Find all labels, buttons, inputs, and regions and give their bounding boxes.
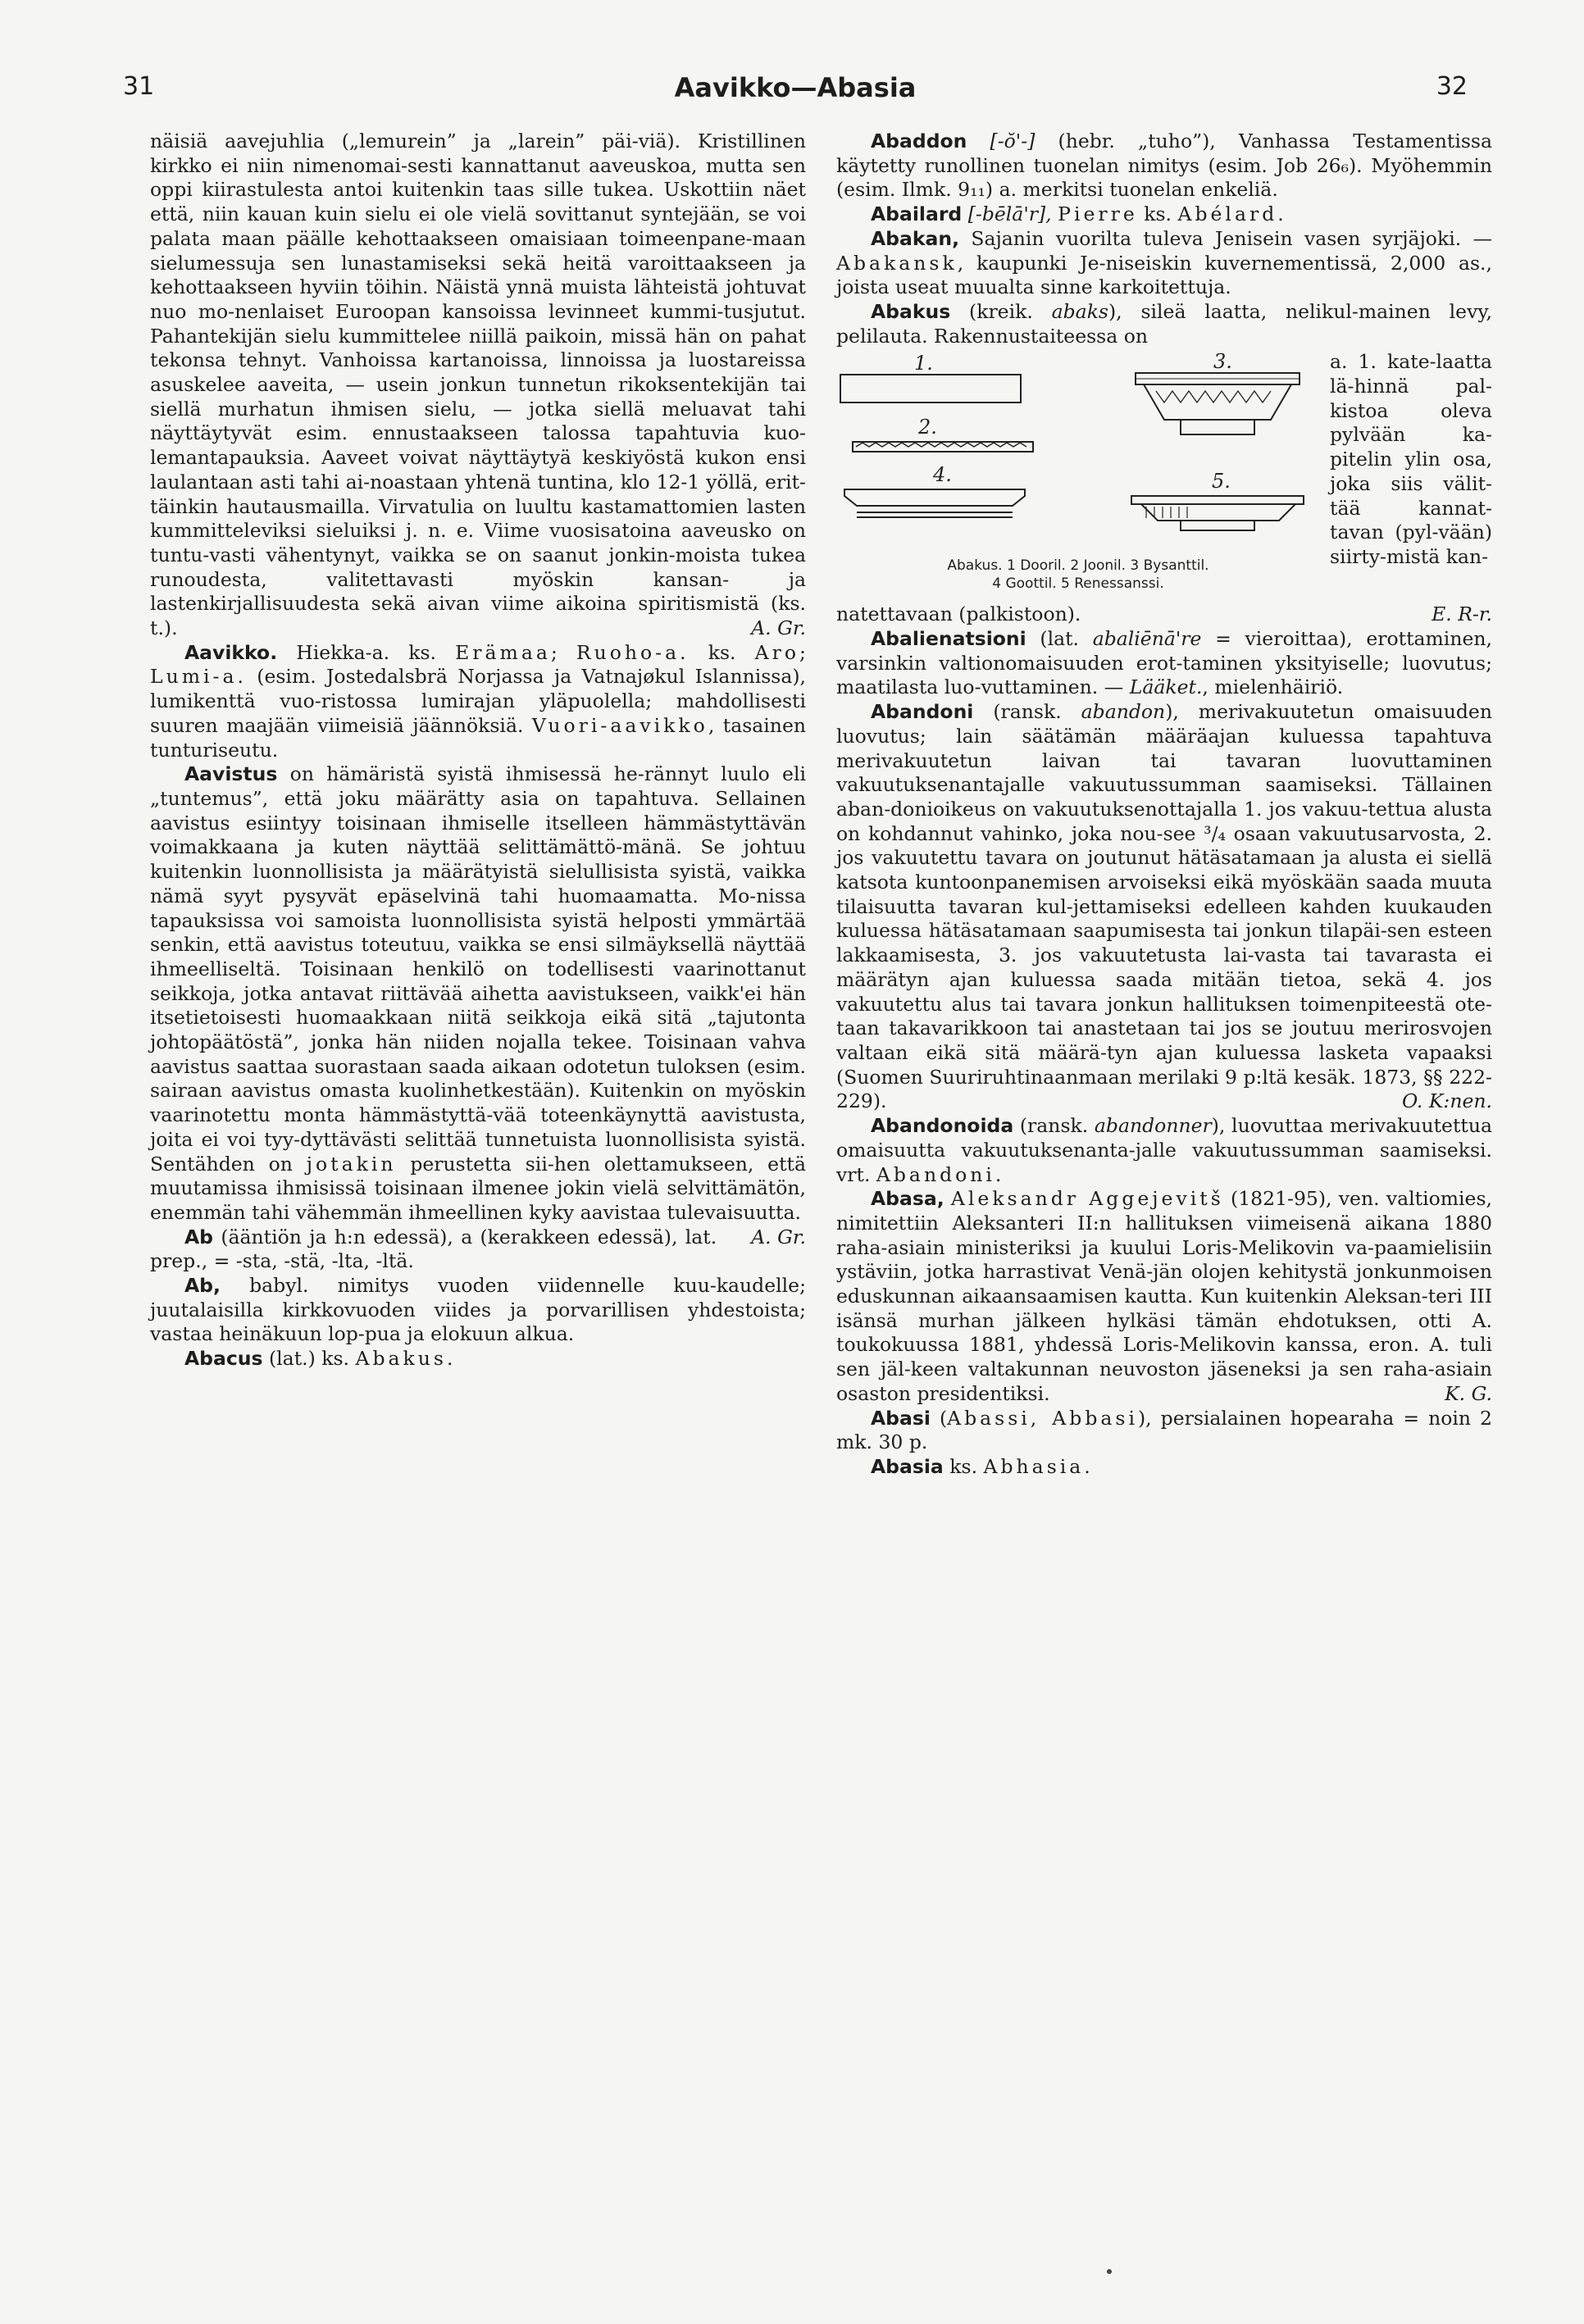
cross-ref: Abakus.	[355, 1347, 457, 1371]
headword: Abakan,	[871, 226, 960, 250]
entry-text: ;	[799, 640, 806, 664]
headword: Abasi	[871, 1406, 931, 1430]
headword: Aavistus	[184, 762, 278, 786]
entry-text: ), luovuttaa merivakuutettua omaisuutta vakuutuksenanta-jalle vakuutussumman saamiseksi. vrt.	[836, 1114, 1492, 1186]
headword: Abandoni	[871, 700, 974, 724]
entry-author: A. Gr.	[751, 1225, 806, 1248]
pronunciation: [-ŏ'-]	[990, 130, 1036, 152]
headword: Abacus	[184, 1347, 263, 1371]
entry-text: ks.	[708, 640, 736, 664]
entry-author: K. G.	[1445, 1381, 1492, 1405]
abakus-figure-block	[836, 350, 1492, 603]
cross-ref: Vuori-aavikko	[531, 713, 708, 737]
sub-headword: Abakansk	[836, 251, 958, 275]
page-number-right: 32	[1436, 72, 1468, 101]
headword: Abailard	[871, 202, 963, 226]
renaissance-abacus	[1131, 496, 1304, 504]
page-header	[123, 72, 1468, 113]
entry-abalienatsioni	[836, 627, 1492, 700]
gothic-abacus	[844, 489, 1025, 506]
figure-label-5: 5.	[1212, 470, 1231, 493]
pronunciation: [-bēlā'r],	[967, 202, 1052, 226]
headword: Abalienatsioni	[871, 627, 1026, 651]
entry-text: Hiekka-a. ks.	[296, 640, 436, 664]
entry-text: ks.	[949, 1454, 978, 1478]
print-speck	[1107, 2269, 1112, 2274]
entry-text: (lat.	[1040, 627, 1080, 651]
entry-text: (kreik.	[969, 299, 1033, 323]
cross-ref: Erämaa	[455, 640, 551, 664]
cross-ref: Abandoni.	[876, 1162, 1005, 1186]
cross-ref: Abélard.	[1177, 202, 1287, 226]
person-name: Aleksandr Aggejevitš	[950, 1187, 1224, 1211]
entry-ab-2	[150, 1274, 806, 1347]
entry-aavikko	[150, 641, 806, 763]
entry-text: (ransk.	[993, 700, 1062, 724]
doric-abacus	[840, 375, 1021, 402]
headword: Ab,	[184, 1274, 221, 1298]
caption-line-1: Abakus. 1 Dooril. 2 Joonil. 3 Bysanttil.	[947, 557, 1209, 575]
entry-text: (ääntiön ja h:n edessä), a (kerakkeen edessä), lat. prep., = -sta, -stä, -lta, -ltä.	[150, 1225, 717, 1273]
entry-abacus	[150, 1347, 806, 1371]
headword: Abasa,	[871, 1187, 944, 1211]
entry-text: (ransk.	[1019, 1114, 1089, 1138]
headword: Abandonoida	[871, 1114, 1014, 1138]
cross-ref: Lumi-a.	[150, 665, 247, 689]
figure-label-1: 1.	[914, 352, 933, 375]
cross-ref: Aro	[754, 640, 800, 664]
entry-text: ), sileä laatta, nelikul-mainen levy, pelilauta. Rakennustaiteessa on	[836, 299, 1492, 348]
entry-abailard	[836, 202, 1492, 227]
entry-text: , kaupunki Je-niseiskin kuvernementissä, 2,000 as., joista useat muualta sinne karkoitettuja.	[836, 251, 1492, 299]
entry-text: ), persialainen hopearaha = noin 2 mk. 30 p.	[836, 1406, 1493, 1454]
entry-aaveet-continuation	[150, 130, 806, 641]
entry-text: abaliēnā're	[1092, 627, 1202, 651]
entry-abasa	[836, 1187, 1492, 1406]
entry-ab-1	[150, 1226, 806, 1274]
entry-author: A. Gr.	[751, 616, 806, 640]
entry-abakus-tail	[836, 603, 1492, 627]
figure-label-4: 4.	[933, 463, 952, 487]
entry-abasia	[836, 1455, 1492, 1480]
entry-abaddon	[836, 130, 1492, 202]
entry-text: babyl. nimitys vuoden viidennelle kuu-kaudelle; juutalaisilla kirkkovuoden viides ja porvarillisen yhdestoista; vastaa heinäkuun lop-pua ja elokuun alkua.	[150, 1274, 806, 1346]
caption-line-2: 4 Goottil. 5 Renessanssi.	[992, 575, 1164, 593]
abakus-side-text: a. 1. kate-laatta lä-hinnä pal-kistoa oleva pylvään ka-pitelin ylin osa, joka siis välit-tää kannat-tavan (pyl-vään) siirty-mistä kan-	[1330, 350, 1492, 568]
cross-ref: Abhasia.	[983, 1454, 1094, 1478]
entry-text: (hebr. „tuho”), Vanhassa Testamentissa käytetty runollinen tuonelan nimitys (esim. Job 26₆). Myöhemmin (esim. Ilmk. 9₁₁) a. merkitsi tuonelan enkeliä.	[836, 130, 1492, 202]
figure-label-3: 3.	[1213, 350, 1232, 374]
entry-text: Pierre	[1058, 202, 1138, 226]
page-number-left: 31	[123, 72, 155, 101]
entry-text: abaks	[1051, 299, 1108, 323]
headword: Abaddon	[871, 130, 967, 152]
entry-abakus	[836, 300, 1492, 348]
entry-abasi	[836, 1407, 1492, 1455]
entry-text: ;	[550, 640, 558, 664]
entry-abandonoida	[836, 1114, 1492, 1187]
entry-text: Sajanin vuorilta tuleva Jenisein vasen syrjäjoki. —	[971, 226, 1492, 250]
cross-ref: Ruoho-a.	[576, 640, 690, 664]
entry-text: ks.	[1144, 202, 1172, 226]
right-column	[836, 130, 1492, 1480]
entry-author: O. K:nen.	[1402, 1089, 1492, 1113]
headword: Abasia	[871, 1454, 944, 1478]
entry-author: E. R-r.	[1432, 603, 1492, 626]
entry-abandoni	[836, 700, 1492, 1114]
entry-text: , mielenhäiriö.	[1202, 675, 1344, 699]
figure-label-2: 2.	[918, 416, 937, 439]
entry-text: näisiä aavejuhlia („lemurein” ja „larein” päi-viä). Kristillinen kirkko ei niin nimenomai-sesti kannattanut aaveuskoa, mutta sen oppi kiirastulesta antoi kuitenkin taas sille tukea. Uskottiin näet että, niin kauan kuin sielu ei ole vielä sovittanut syntejään, se voi palata maan päälle kehottaakseen omaisiaan toimeenpane-maan sielumessuja sen lunastamiseksi sekä heitä varoittaakseen ja kehottaakseen hyviin töihin. Näistä ynnä muista lähteistä johtuvat nuo mo-nenlaiset Euroopan kansoissa levinneet kummi-tusjutut. Pahantekijän sielu kummittelee niillä paikoin, missä hän on pahat tekonsa tehnyt. Vanhoissa kartanoissa, linnoissa ja luostareissa asuskelee aaveita, — usein jonkun tunnetun rikoksentekijän tai siellä murhatun ihmisen sielu, — jotka siellä meluavat tahi näyttäytyvät esim. ennustaakseen talossa tapahtuvia kuo-lemantapauksia. Aaveet voivat näyttäytyä keskiyöstä kukon ensi laulantaan asti tahi ai-noastaan yhtenä tuntina, klo 12-1 yöllä, erit-täinkin hautausmailla. Virvatulia on luultu kastamattomien lasten kummitteleviksi sieluiksi j. n. e. Viime vuosisatoina aaveusko on tuntu-vasti vähentynyt, vaikka se on saanut jonkin-moista tukea runoudesta, valitettavasti myöskin kansan- ja lastenkirjallisuudesta sekä aivan viime aikoina spiritismistä (ks. t.).	[150, 130, 806, 640]
entry-text: (	[939, 1406, 948, 1430]
emphasis: jotakin	[306, 1152, 397, 1176]
abakus-illustration	[836, 350, 1328, 555]
left-column	[150, 130, 806, 1371]
entry-text: on hämäristä syistä ihmisessä he-rännyt luulo eli „tuntemus”, että joku määrätty asia on tapahtuva. Sellainen aavistus esiintyy toisinaan ihmiselle itselleen hämmästyttävän voimakkaana ja kuten näyttää selittämättö-mänä. Se johtuu kuitenkin luonnollisista ja määrätyistä sielullisista syistä, vaikka nämä syyt pysyvät epäselvinä tahi huomaamatta. Mo-nissa tapauksissa voi samoista luonnollisista syistä helposti ymmärtää senkin, että aavistus toteutuu, vaikka se ensi silmäyksellä näyttää ihmeelliseltä. Toisinaan henkilö on todellisesti vaarinottanut seikkoja, jotka antavat riittävää aihetta aavistukseen, vaikk'ei hän itsetietoisesti huomaakkaan niitä seikkoja eikä sitä „tajutonta johtopäätöstä”, jonka hän niiden nojalla tekee. Toisinaan vahva aavistus saattaa suorastaan saada aikaan odotetun tuloksen (esim. sairaan aavistus omasta kuolinhetkestään). Kuitenkin on myöskin vaarinotettu monta hämmästyttä-vää toteenkäynyttä aavistusta, joita ei voi tyy-dyttävästi selittää tunnetuista luonnollisista syistä. Sentähden on	[150, 762, 806, 1176]
entry-text: (esim. Jostedalsbrä Norjassa ja Vatnajøkul Islannissa), lumikenttä vuo-ristossa lumirajan yläpuolella; mahdollisesti suuren maajään viimeisiä jäännöksiä.	[150, 665, 806, 737]
entry-text: , tasainen tunturiseutu.	[150, 713, 806, 762]
headword: Abakus	[871, 299, 951, 323]
entry-text: abandon	[1081, 700, 1166, 724]
running-title: Aavikko—Abasia	[674, 72, 917, 103]
figure-caption	[836, 557, 1320, 593]
entry-text: (lat.) ks.	[269, 1347, 350, 1371]
entry-text: (1821-95), ven. valtiomies, nimitettiin Aleksanteri II:n hallituksen viimeisenä aikana 1880 raha-asiain ministeriksi ja kuului Loris-Melikovin va-paamielisiin ystäviin, jotka harrastivat Venä-jän olojen kehitystä jonkunmoisen eduskunnan aikaansaamisen kautta. Kun kuitenkin Aleksan-teri III isänsä murhan jälkeen hylkäsi tämän ehdotuksen, otti A. toukokuussa 1881, yhdessä Loris-Melikovin kanssa, eron. A. tuli sen jäl-keen valtakunnan neuvoston jäseneksi ja sen raha-asiain osaston presidentiksi.	[836, 1187, 1492, 1405]
entry-abakan	[836, 227, 1492, 300]
entry-text: = vieroittaa), erottaminen, varsinkin valtionomaisuuden erot-taminen yksityiselle; luovutus; maatilasta luo-vuttaminen. —	[836, 627, 1492, 699]
entry-text: perustetta sii-hen olettamukseen, että muutamissa ihmisissä toisinaan ilmenee jokin vielä selvittämätön, enemmän tahi vähemmän ihmeellinen kyky aavistaa tulevaisuutta.	[150, 1152, 806, 1224]
entry-text: natettavaan (palkistoon).	[836, 603, 1081, 626]
entry-text: ), merivakuutetun omaisuuden luovutus; lain säätämän määräajan kuluessa tapahtuva merivakuutetun laivan tai tavaran luovuttaminen vakuutuksenantajalle vakuutussumman saamiseksi. Tällainen aban-donioikeus on vakuutuksenottajalla 1. jos vakuu-tettua alusta on kohdannut vahinko, joka nou-see ³/₄ osaan vakuutusarvosta, 2. jos vakuutettu tavara on joutunut hätäsatamaan ja alusta ei siellä katsota kuntoonpanemisen arvoiseksi eikä myöskään saada muuta tilaisuutta tavaran kul-jettamiseksi edelleen kahden kuukauden kuluessa hätäsatamaan saapumisesta tai jonkun tilapäi-sen esteen lakkaamisesta, 3. jos vakuutetusta lai-vasta tai tavarasta ei määrätyn ajan kuluessa saada mitään tietoa, sekä 4. jos vakuutettu alus tai tavara jonkun hallituksen toimenpiteestä ote-taan takavarikkoon tai anastetaan tai jos se joutuu merirosvojen valtaan eikä sitä määrä-tyn ajan kuluessa lasketa vapaaksi (Suomen Suuriruhtinaanmaan merilaki 9 p:ltä kesäk. 1873, §§ 222-229).	[836, 700, 1492, 1113]
headword: Ab	[184, 1225, 214, 1248]
entry-text: Lääket.	[1129, 675, 1203, 699]
variant-names: Abassi, Abbasi	[947, 1406, 1138, 1430]
entry-text: abandonner	[1094, 1114, 1212, 1138]
headword: Aavikko.	[184, 640, 278, 664]
